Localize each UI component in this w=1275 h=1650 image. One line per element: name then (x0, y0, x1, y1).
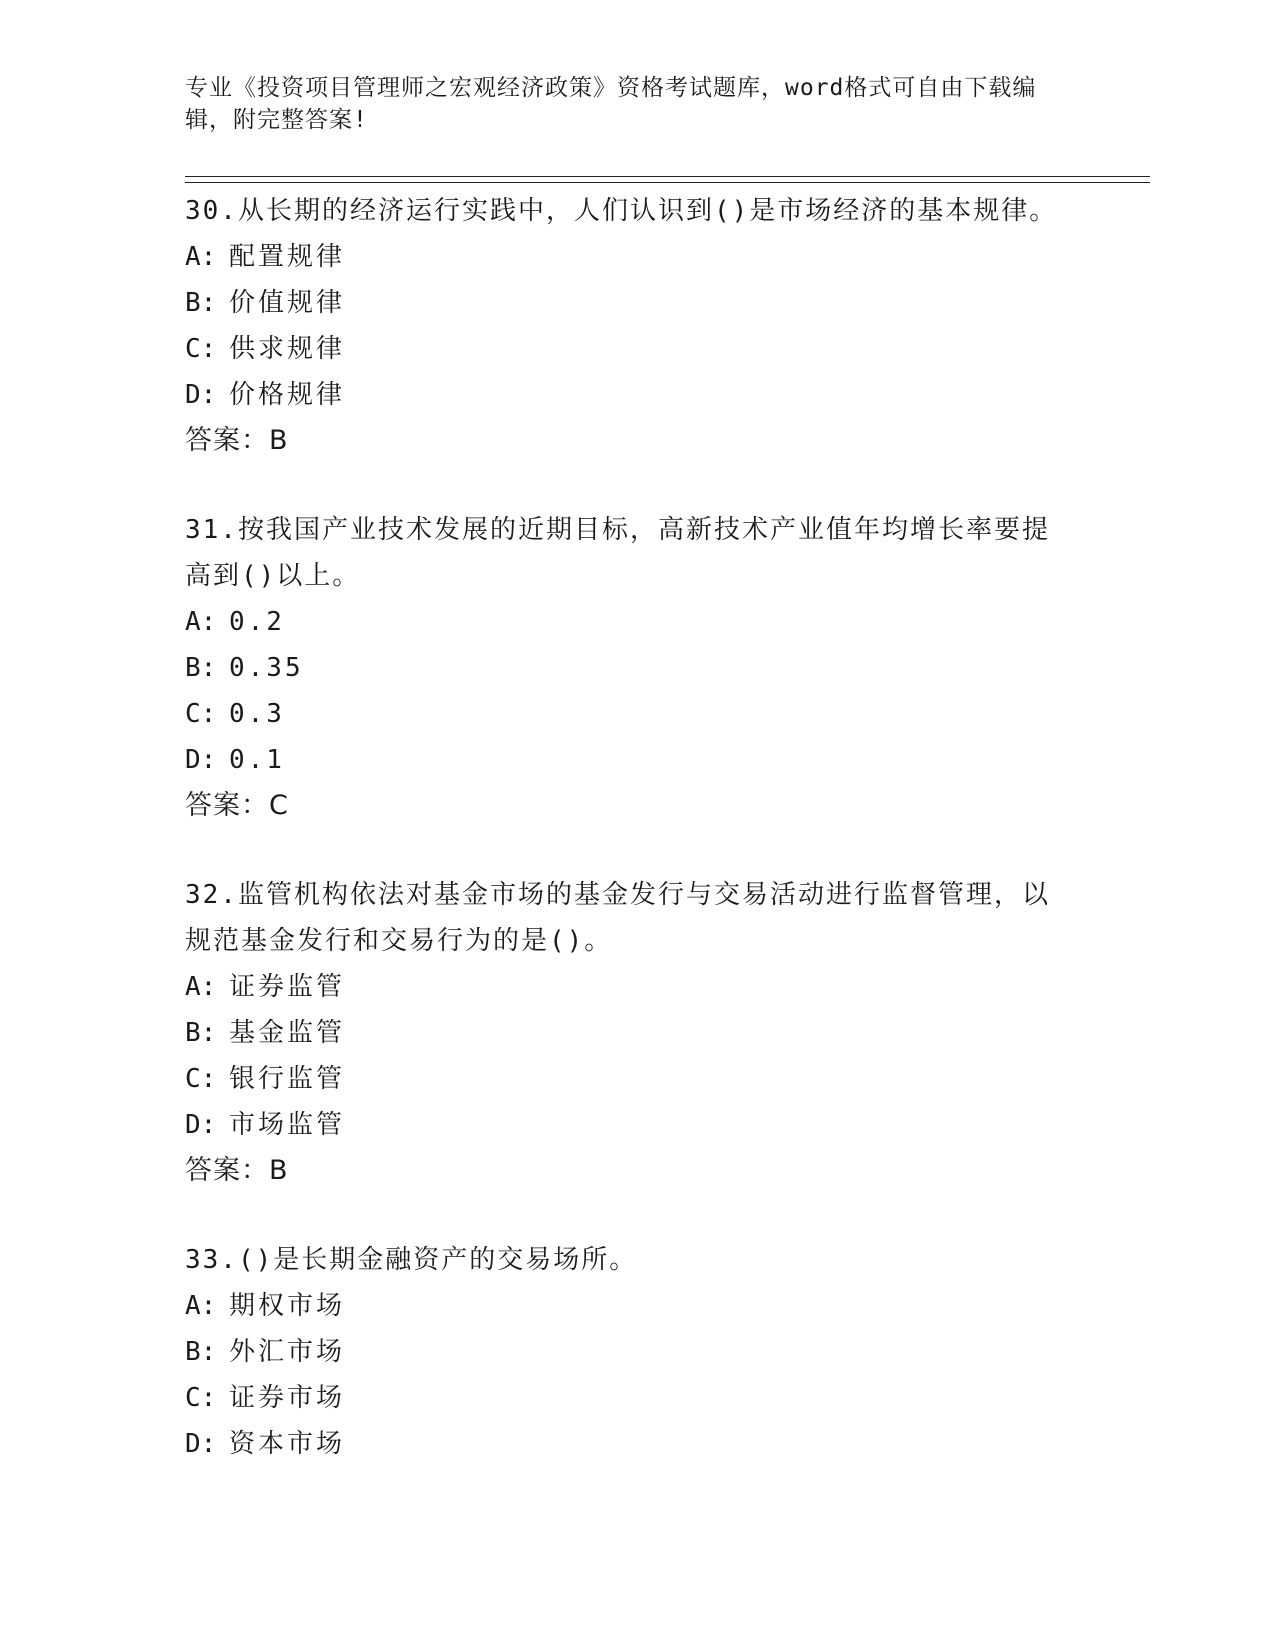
header-divider-bottom (185, 182, 1150, 183)
option-c (185, 326, 1065, 372)
option-a (185, 1283, 1065, 1329)
question-30 (185, 188, 1065, 464)
option-a (185, 599, 1065, 645)
option-key: C: (185, 699, 217, 729)
option-text: 0.1 (229, 745, 285, 775)
option-key: B: (185, 1018, 217, 1048)
option-key: A: (185, 1291, 217, 1321)
option-key: B: (185, 288, 217, 318)
option-d (185, 1102, 1065, 1148)
option-key: A: (185, 607, 217, 637)
option-b (185, 645, 1065, 691)
question-stem: 33.()是长期金融资产的交易场所。 (185, 1245, 638, 1275)
option-key: C: (185, 1064, 217, 1094)
option-text: 价格规律 (229, 380, 346, 410)
option-d (185, 737, 1065, 783)
option-key: A: (185, 242, 217, 272)
option-b (185, 1010, 1065, 1056)
option-text: 供求规律 (229, 334, 346, 364)
option-key: D: (185, 1429, 217, 1459)
document-header: 专业《投资项目管理师之宏观经济政策》资格考试题库，word格式可自由下载编辑，附完整答案! (185, 75, 1037, 133)
answer-line: 答案：C (185, 790, 289, 821)
question-stem: 30.从长期的经济运行实践中，人们认识到()是市场经济的基本规律。 (185, 196, 1058, 226)
option-key: D: (185, 745, 217, 775)
option-text: 基金监管 (229, 1018, 346, 1048)
option-key: D: (185, 380, 217, 410)
option-text: 资本市场 (229, 1429, 346, 1459)
option-key: B: (185, 1337, 217, 1367)
option-key: C: (185, 1383, 217, 1413)
option-key: C: (185, 334, 217, 364)
option-key: A: (185, 972, 217, 1002)
option-a (185, 964, 1065, 1010)
question-33 (185, 1237, 1065, 1467)
option-b (185, 1329, 1065, 1375)
option-text: 期权市场 (229, 1291, 346, 1321)
option-c (185, 1375, 1065, 1421)
option-d (185, 372, 1065, 418)
question-stem: 31.按我国产业技术发展的近期目标，高新技术产业值年均增长率要提高到()以上。 (185, 515, 1050, 591)
answer-line: 答案：B (185, 425, 289, 456)
option-d (185, 1421, 1065, 1467)
option-text: 证券监管 (229, 972, 346, 1002)
option-b (185, 280, 1065, 326)
answer-line: 答案：B (185, 1155, 289, 1186)
option-c (185, 1056, 1065, 1102)
option-text: 0.3 (229, 699, 285, 729)
option-text: 0.35 (229, 653, 304, 683)
question-32 (185, 872, 1065, 1194)
option-text: 价值规律 (229, 288, 346, 318)
option-text: 0.2 (229, 607, 285, 637)
header-divider-top (185, 176, 1150, 177)
option-text: 证券市场 (229, 1383, 346, 1413)
option-text: 市场监管 (229, 1110, 346, 1140)
question-stem: 32.监管机构依法对基金市场的基金发行与交易活动进行监督管理，以规范基金发行和交易行为的是()。 (185, 880, 1050, 956)
option-text: 外汇市场 (229, 1337, 346, 1367)
question-31 (185, 507, 1065, 829)
option-text: 银行监管 (229, 1064, 346, 1094)
option-key: B: (185, 653, 217, 683)
option-c (185, 691, 1065, 737)
option-text: 配置规律 (229, 242, 346, 272)
option-a (185, 234, 1065, 280)
option-key: D: (185, 1110, 217, 1140)
